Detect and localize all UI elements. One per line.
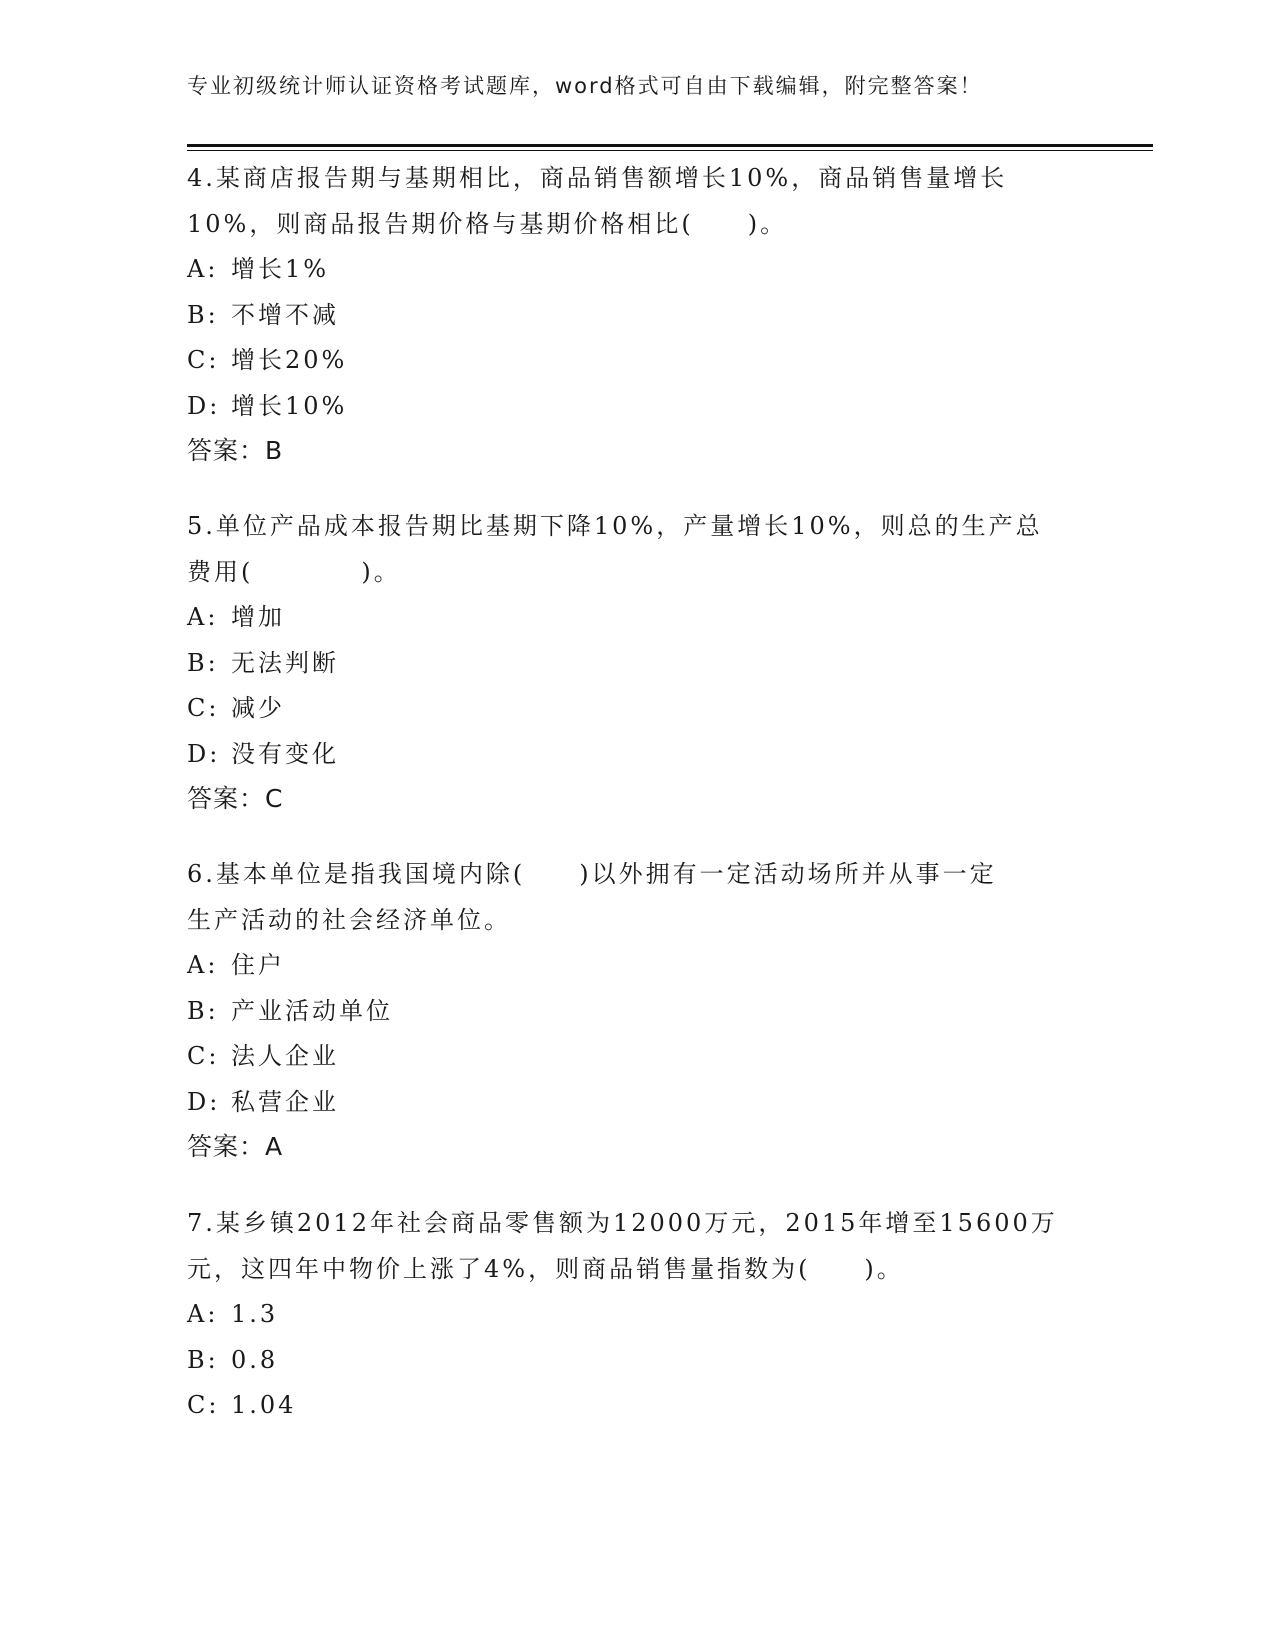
- option-c: [187, 1383, 1087, 1429]
- answer-label: 答案：C: [187, 784, 284, 813]
- option-c: [187, 338, 1087, 384]
- stem-line: 元，这四年中物价上涨了4%，则商品销售量指数为( )。: [187, 1255, 904, 1283]
- stem-line: 5.单位产品成本报告期比基期下降10%，产量增长10%，则总的生产总: [187, 512, 1043, 540]
- option-b: [187, 641, 1087, 687]
- stem-line: 10%，则商品报告期价格与基期价格相比( )。: [187, 210, 788, 238]
- stem-line: 6.基本单位是指我国境内除( )以外拥有一定活动场所并从事一定: [187, 860, 997, 888]
- option-text: 增长10%: [231, 391, 348, 420]
- option-letter: A:: [187, 603, 219, 631]
- question-5: [187, 503, 1087, 821]
- option-text: 法人企业: [231, 1042, 339, 1070]
- option-text: 无法判断: [231, 648, 339, 677]
- option-letter: B:: [187, 300, 219, 329]
- option-text: 产业活动单位: [231, 996, 393, 1025]
- stem-line: 生产活动的社会经济单位。: [187, 906, 511, 934]
- option-text: 私营企业: [231, 1087, 339, 1116]
- question-stem: [187, 155, 1087, 247]
- option-letter: C:: [187, 1391, 220, 1419]
- option-b: [187, 293, 1087, 339]
- question-4: [187, 155, 1087, 473]
- question-stem: [187, 851, 1087, 943]
- option-letter: C:: [187, 694, 220, 722]
- option-d: [187, 1080, 1087, 1126]
- option-letter: A:: [187, 951, 219, 979]
- option-text: 没有变化: [231, 739, 339, 768]
- page-header: 专业初级统计师认证资格考试题库，word格式可自由下载编辑，附完整答案！: [187, 74, 983, 98]
- stem-line: 7.某乡镇2012年社会商品零售额为12000万元，2015年增至15600万: [187, 1209, 1058, 1237]
- option-letter: A:: [187, 255, 219, 283]
- option-text: 增加: [231, 603, 285, 631]
- option-letter: C:: [187, 346, 220, 374]
- option-text: 增长1%: [231, 255, 330, 283]
- question-7: [187, 1200, 1087, 1429]
- option-text: 增长20%: [231, 346, 348, 374]
- option-b: [187, 1338, 1087, 1384]
- option-text: 1.3: [231, 1300, 279, 1328]
- question-6: [187, 851, 1087, 1169]
- option-letter: D:: [187, 1087, 221, 1116]
- option-a: [187, 943, 1087, 989]
- option-letter: B:: [187, 648, 219, 677]
- option-a: [187, 247, 1087, 293]
- option-d: [187, 732, 1087, 778]
- option-c: [187, 1034, 1087, 1080]
- option-d: [187, 384, 1087, 430]
- option-text: 住户: [231, 951, 285, 979]
- option-a: [187, 595, 1087, 641]
- option-text: 1.04: [231, 1391, 297, 1419]
- stem-line: 费用( )。: [187, 558, 401, 586]
- answer-label: 答案：B: [187, 436, 284, 465]
- option-text: 0.8: [231, 1345, 279, 1374]
- option-text: 不增不减: [231, 300, 339, 329]
- option-a: [187, 1292, 1087, 1338]
- option-letter: D:: [187, 391, 221, 420]
- stem-line: 4.某商店报告期与基期相比，商品销售额增长10%，商品销售量增长: [187, 164, 1008, 192]
- question-stem: [187, 1200, 1087, 1292]
- header-divider-thin: [187, 150, 1153, 151]
- option-text: 减少: [231, 694, 285, 722]
- answer-label: 答案：A: [187, 1132, 284, 1161]
- option-letter: B:: [187, 996, 219, 1025]
- header-divider-thick: [187, 144, 1153, 147]
- option-b: [187, 989, 1087, 1035]
- question-stem: [187, 503, 1087, 595]
- option-letter: B:: [187, 1345, 219, 1374]
- option-c: [187, 686, 1087, 732]
- option-letter: D:: [187, 739, 221, 768]
- option-letter: A:: [187, 1300, 219, 1328]
- option-letter: C:: [187, 1042, 220, 1070]
